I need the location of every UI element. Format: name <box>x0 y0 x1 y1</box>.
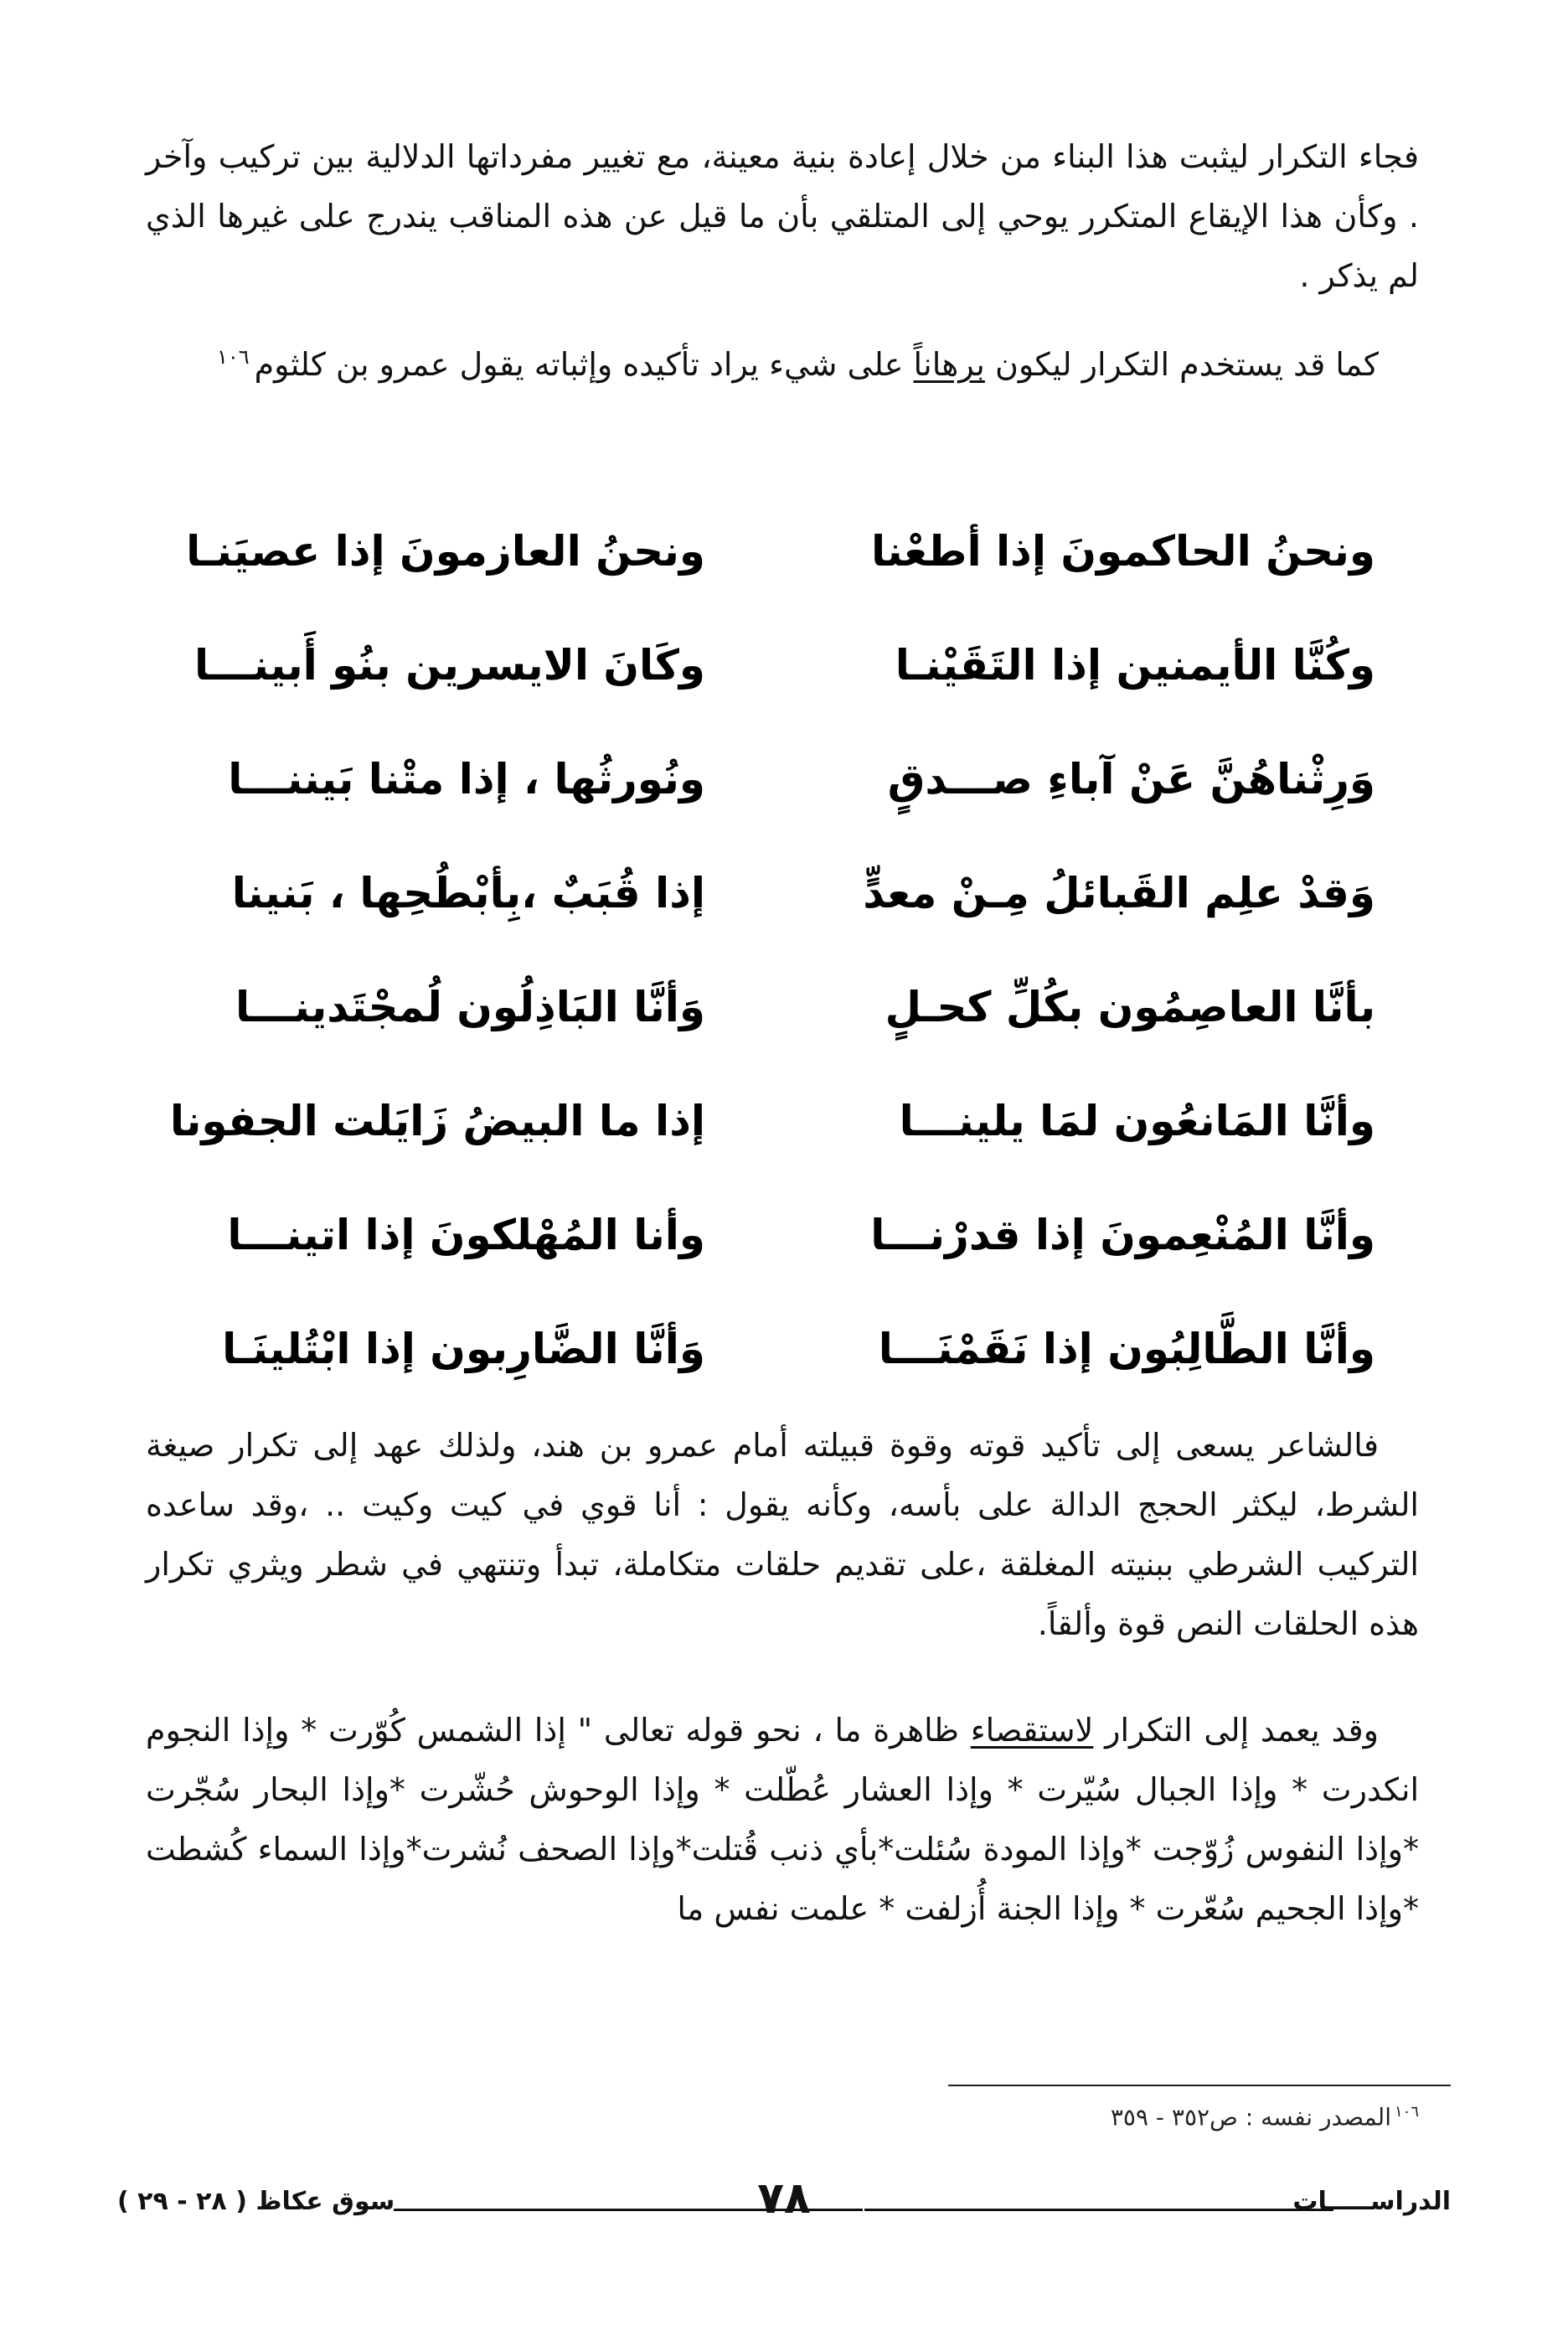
footnote <box>1111 2103 1419 2131</box>
verse-row <box>169 1178 1375 1292</box>
paragraph-intro: فجاء التكرار ليثبت هذا البناء من خلال إعادة بنية معينة، مع تغيير مفرداتها الدلالية بين تركيب وآخر . وكأن هذا الإيقاع المتكرر يوحي إلى المتلقي بأن ما قيل عن هذه المناقب يندرج على غيرها الذي لم يذكر . <box>146 138 1419 294</box>
footer-rule-right <box>864 2209 1333 2211</box>
verse-second-hemistich: وَأنَّا البَاذِلُون لُمجْتَدينـــا <box>235 983 705 1031</box>
poem-verses <box>169 494 1375 1406</box>
page-number: ٧٨ <box>757 2173 811 2224</box>
footer-rule-left <box>394 2209 863 2211</box>
verse-first-hemistich: وأنَّا المُنْعِمونَ إذا قدرْنـــا <box>870 1211 1375 1259</box>
verse-second-hemistich: وكَانَ الايسرين بنُو أَبينـــا <box>193 641 705 690</box>
footer-journal-label: سوق عكاظ ( ٢٨ - ٢٩ ) <box>117 2187 395 2216</box>
verse-row <box>169 1064 1375 1178</box>
verse-row <box>169 950 1375 1064</box>
verse-second-hemistich: إذا قُبَبٌ ،بِأبْطُحِها ، بَنينا <box>231 869 705 917</box>
paragraph-analysis: فالشاعر يسعى إلى تأكيد قوته وقوة قبيلته أمام عمرو بن هند، ولذلك عهد إلى تكرار صيغة الشرط، ليكثر الحجج الدالة على بأسه، وكأنه يقول : أنا قوي في كيت وكيت .. ،وقد ساعده التركيب الشرطي ببنيته المغلقة ،على تقديم حلقات متكاملة، تبدأ وتنتهي في شطر ويثري تكرار هذه الحلقات النص قوة وألقاً. <box>146 1427 1419 1642</box>
underlined-word-proof: برهاناً <box>913 346 985 383</box>
paragraph-proof <box>146 335 1419 395</box>
verse-row <box>169 722 1375 836</box>
verse-first-hemistich: ونحنُ الحاكمونَ إذا أطعْنا <box>870 527 1375 576</box>
verse-first-hemistich: وأنَّا المَانعُون لمَا يلينـــا <box>899 1097 1375 1145</box>
underlined-word-investigation: لاستقصاء <box>970 1712 1094 1749</box>
verse-row <box>169 608 1375 722</box>
paragraph-proof-text-end: على شيء يراد تأكيده وإثباته يقول عمرو بن كلثوم <box>254 346 914 383</box>
verse-first-hemistich: وَرِثْناهُنَّ عَنْ آباءِ صـــدقٍ <box>887 755 1375 804</box>
verse-first-hemistich: وكُنَّا الأيمنين إذا التَقَيْنـا <box>895 641 1375 690</box>
footer-section-label: الدراســـــات <box>1292 2187 1451 2216</box>
footnote-reference: ١٠٦ <box>216 345 250 369</box>
page-footer <box>117 2173 1451 2245</box>
footnote-text: المصدر نفسه : ص٣٥٢ - ٣٥٩ <box>1110 2103 1391 2132</box>
verse-second-hemistich: وَأنَّا الضَّارِبون إذا ابْتُلينَـا <box>222 1325 705 1373</box>
verse-second-hemistich: ونحنُ العازمونَ إذا عصيَنـا <box>186 527 705 576</box>
footnote-number: ١٠٦ <box>1394 2103 1419 2121</box>
verse-first-hemistich: بأنَّا العاصِمُون بكُلِّ كحـلٍ <box>885 983 1375 1031</box>
verse-row <box>169 494 1375 608</box>
verse-second-hemistich: وأنا المُهْلكونَ إذا اتينـــا <box>227 1211 705 1259</box>
verse-first-hemistich: وَقدْ علِم القَبائلُ مِـنْ معدٍّ <box>863 869 1375 917</box>
paragraph-quran-text-start: وقد يعمد إلى التكرار <box>1093 1712 1379 1749</box>
verse-row <box>169 836 1375 950</box>
verse-first-hemistich: وأنَّا الطَّالِبُون إذا نَقَمْنَـــا <box>878 1325 1375 1373</box>
paragraph-quran-text-end: ظاهرة ما ، نحو قوله تعالى " إذا الشمس كُوّرت * وإذا النجوم انكدرت * وإذا الجبال سُيّرت * وإذا العشار عُطّلت * وإذا الوحوش حُشّرت *وإذا البحار سُجّرت *وإذا النفوس زُوّجت *وإذا المودة سُئلت*بأي ذنب قُتلت*وإذا الصحف نُشرت*وإذا السماء كُشطت *وإذا الجحيم سُعّرت * وإذا الجنة أُزلفت * علمت نفس ما <box>146 1712 1419 1927</box>
paragraph-proof-text-start: كما قد يستخدم التكرار ليكون <box>984 346 1379 383</box>
paragraph-quran-quote <box>146 1701 1419 1939</box>
verse-second-hemistich: ونُورثُها ، إذا متْنا بَيننـــا <box>228 755 705 804</box>
verse-row <box>169 1292 1375 1406</box>
footnote-separator <box>948 2085 1451 2086</box>
verse-second-hemistich: إذا ما البيضُ زَايَلت الجفونا <box>169 1097 705 1145</box>
